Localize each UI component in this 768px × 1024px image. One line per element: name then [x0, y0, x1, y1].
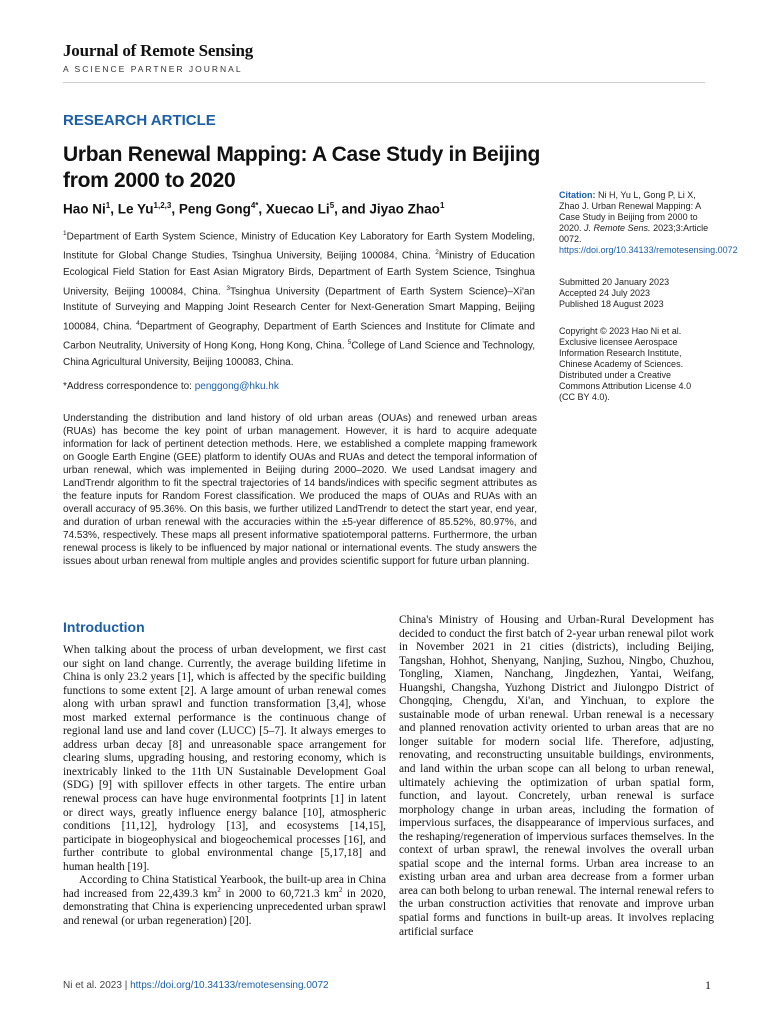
author-affiliation-marker: 1,2,3 [153, 201, 172, 210]
author-name: Peng Gong [178, 201, 251, 217]
paragraph-text: According to China Statistical Yearbook, the built-up area in China had increased from 22,439.3 km [63, 874, 386, 900]
citation-doi-link[interactable]: https://doi.org/10.34133/remotesensing.0072 [559, 245, 738, 255]
paragraph: When talking about the process of urban development, we first cast our sight on land change. Currently, the average building lifetime in China is only 23.2 years [1], which is affected by the specific building functions to some extent [2]. A large amount of urban renewal comes along with urban sprawl and function transformation [3,4], whose most marked external performance is the continuous change of regional land use and land cover (LUCC) [5–7]. It always emerges to address urban decay [8] and unreasonable space arrangement for clearing slums, upgrading housing, and restoring economy, which is inextricably linked to the 11th UN Sustainable Development Goal (SDG) [9] with spillover effects in other targets. The entire urban renewal process can have huge environmental footprints [1] in latent or direct ways, greatly influence energy balance [10], atmospheric conditions [11,12], hydrology [13], and ecosystems [14,15], participate in biogeophysical and biogeochemical processes [16], and further contribute to global environmental change [5,17,18] and human health [19]. [63, 644, 386, 873]
author-list [63, 201, 444, 217]
correspondence [63, 381, 279, 392]
affiliation-text: Ministry of Education Ecological Field Station for East Asian Migratory Birds, Department of Earth System Science, Tsinghua University, Beijing 100084, China. [63, 250, 535, 297]
abstract: Understanding the distribution and land history of old urban areas (OUAs) and renewed urban areas (RUAs) has become the key point of urban management. However, it is hard to acquire adequate information for lack of pertinent detection methods. Here, we established a complete mapping framework on Google Earth Engine (GEE) platform to identify OUAs and RUAs and detect the temporal information of urban renewal, which was implemented in Beijing during 2000–2020. We used Landsat imagery and LandTrendr algorithm to fit the spectral trajectories of 14 bands/indices with specific segment attributes as the feature inputs for Random Forest classification. We produced the maps of OUAs and RUAs with an overall accuracy of 95.36%. On this basis, we further utilized LandTrendr to detect the start year, end year, and duration of urban renewal with the accuracies within the ±5-year difference of 85.52%, 80.97%, and 74.53%, respectively. These maps all present informative spatiotemporal patterns. Furthermore, the urban renewal process is likely to be influenced by major national or international events. The study answers the issues about urban renewal from multiple angles and provides scientific support for future urban planning. [63, 413, 537, 567]
author-separator: , [171, 201, 179, 217]
citation-volume: 2023;3:Article 0072. [559, 223, 709, 244]
paragraph [63, 874, 386, 928]
submitted-date: Submitted 20 January 2023 [559, 277, 670, 287]
citation-label: Citation: [559, 190, 596, 200]
affiliation-marker: 5 [347, 339, 352, 347]
correspondence-label: *Address correspondence to: [63, 381, 195, 392]
accepted-date: Accepted 24 July 2023 [559, 288, 651, 298]
superscript: 2 [338, 886, 343, 895]
correspondence-email-link[interactable]: penggong@hku.hk [194, 381, 279, 392]
citation-block [559, 190, 738, 256]
author-affiliation-marker: 4* [250, 201, 259, 210]
published-date: Published 18 August 2023 [559, 299, 664, 309]
footer-doi-link[interactable]: https://doi.org/10.34133/remotesensing.0072 [130, 980, 329, 991]
article-title: Urban Renewal Mapping: A Case Study in Beijing from 2000 to 2020 [63, 143, 541, 192]
paragraph: China's Ministry of Housing and Urban-Rural Development has decided to conduct the first batch of 2-year urban renewal pilot work in November 2021 in 21 cities (districts), including Beijing, Tangshan, Hohhot, Shenyang, Nanjing, Suzhou, Ningbo, Chuzhou, Tongling, Xiamen, Nanchang, Jingdezhen, Yantai, Weifang, Huangshi, Changsha, Yuzhong District and Jiulongpo District of Chongqing, Chengdu, Xi'an, and Yinchuan, to explore the sustainable mode of urban renewal. Urban renewal is a necessary and planned renovation activity oriented to urban areas that are no longer suitable for modern social life. Therefore, adjusting, renovating, and reconstructing unsuitable buildings, environments, and land within the urban scope can all belong to urban renewal, ultimately achieving the optimization of urban spatial form, function, and layout. Concretely, urban renewal is surface morphology change in urban areas, including the formation of impervious surfaces, the disappearance of impervious surfaces, and the reshaping/regeneration of impervious surfaces themselves. In the context of urban sprawl, the renewal involves the overall urban spatial scope and the internal forms. Urban area increase to an existing urban area and urban area decrease from a former urban area can both belong to urban renewal. The internal renewal refers to the urban construction activities that renovate and improve urban spatial forms and functions in built-up areas. It involves replacing artificial surface [399, 614, 714, 938]
dates-block [559, 277, 709, 310]
body-column-left [63, 644, 386, 928]
author-name: Hao Ni [63, 201, 106, 217]
affiliation-text: Tsinghua University (Department of Earth System Science)–Xi'an Institute of Surveying and Mapping Joint Research Center for Next-Generation Smart Mapping, Beijing 100084, China. [63, 285, 535, 333]
citation-journal: J. Remote Sens. [584, 223, 651, 233]
author-affiliation-marker: 1 [105, 201, 111, 210]
author-name: Xuecao Li [265, 201, 330, 217]
affiliation-text: Department of Earth System Science, Ministry of Education Key Laboratory for Earth System Modeling, Institute for Global Change Studies, Tsinghua University, Beijing 100084, China. [63, 231, 535, 262]
author-name: Le Yu [117, 201, 154, 217]
author-separator: , [110, 201, 118, 217]
copyright-notice: Copyright © 2023 Hao Ni et al. Exclusive licensee Aerospace Information Research Institute, Chinese Academy of Sciences. Distributed under a Creative Commons Attribution License 4.0 (CC BY 4.0). [559, 326, 692, 402]
affiliation-marker: 2 [435, 249, 439, 257]
affiliation-text: Department of Geography, Department of Earth Sciences and Institute for Climate and Carbon Neutrality, University of Hong Kong, Hong Kong, China. [63, 321, 535, 352]
affiliation-marker: 3 [226, 284, 230, 292]
paragraph-text: in 2020, demonstrating that China is experiencing unprecedented urban sprawl and renewal (or urban regeneration) [20]. [63, 887, 386, 927]
author-separator: , and [334, 201, 370, 217]
author-affiliation-marker: 5 [329, 201, 335, 210]
affiliation-marker: 1 [63, 230, 67, 237]
body-column-right [399, 614, 714, 939]
citation-text: Ni H, Yu L, Gong P, Li X, Zhao J. Urban Renewal Mapping: A Case Study in Beijing from 2000 to 2020. [559, 190, 701, 233]
journal-name: Journal of Remote Sensing [63, 41, 254, 60]
section-heading-introduction: Introduction [63, 619, 145, 635]
author-separator: , [258, 201, 266, 217]
author-affiliation-marker: 1 [439, 201, 445, 210]
superscript: 2 [217, 886, 221, 895]
author-name: Jiyao Zhao [369, 201, 440, 217]
article-type: RESEARCH ARTICLE [63, 112, 216, 129]
page-footer [63, 980, 329, 991]
paragraph-text: in 2000 to 60,721.3 km [220, 887, 339, 900]
affiliation-text: College of Land Science and Technology, China Agricultural University, Beijing 100083, China. [63, 340, 535, 368]
journal-subtitle: A SCIENCE PARTNER JOURNAL [63, 64, 243, 74]
affiliation-marker: 4 [136, 319, 140, 327]
footer-citation: Ni et al. 2023 | [63, 980, 131, 991]
page-number: 1 [705, 978, 711, 992]
header-divider [63, 82, 705, 83]
affiliations [63, 226, 535, 371]
